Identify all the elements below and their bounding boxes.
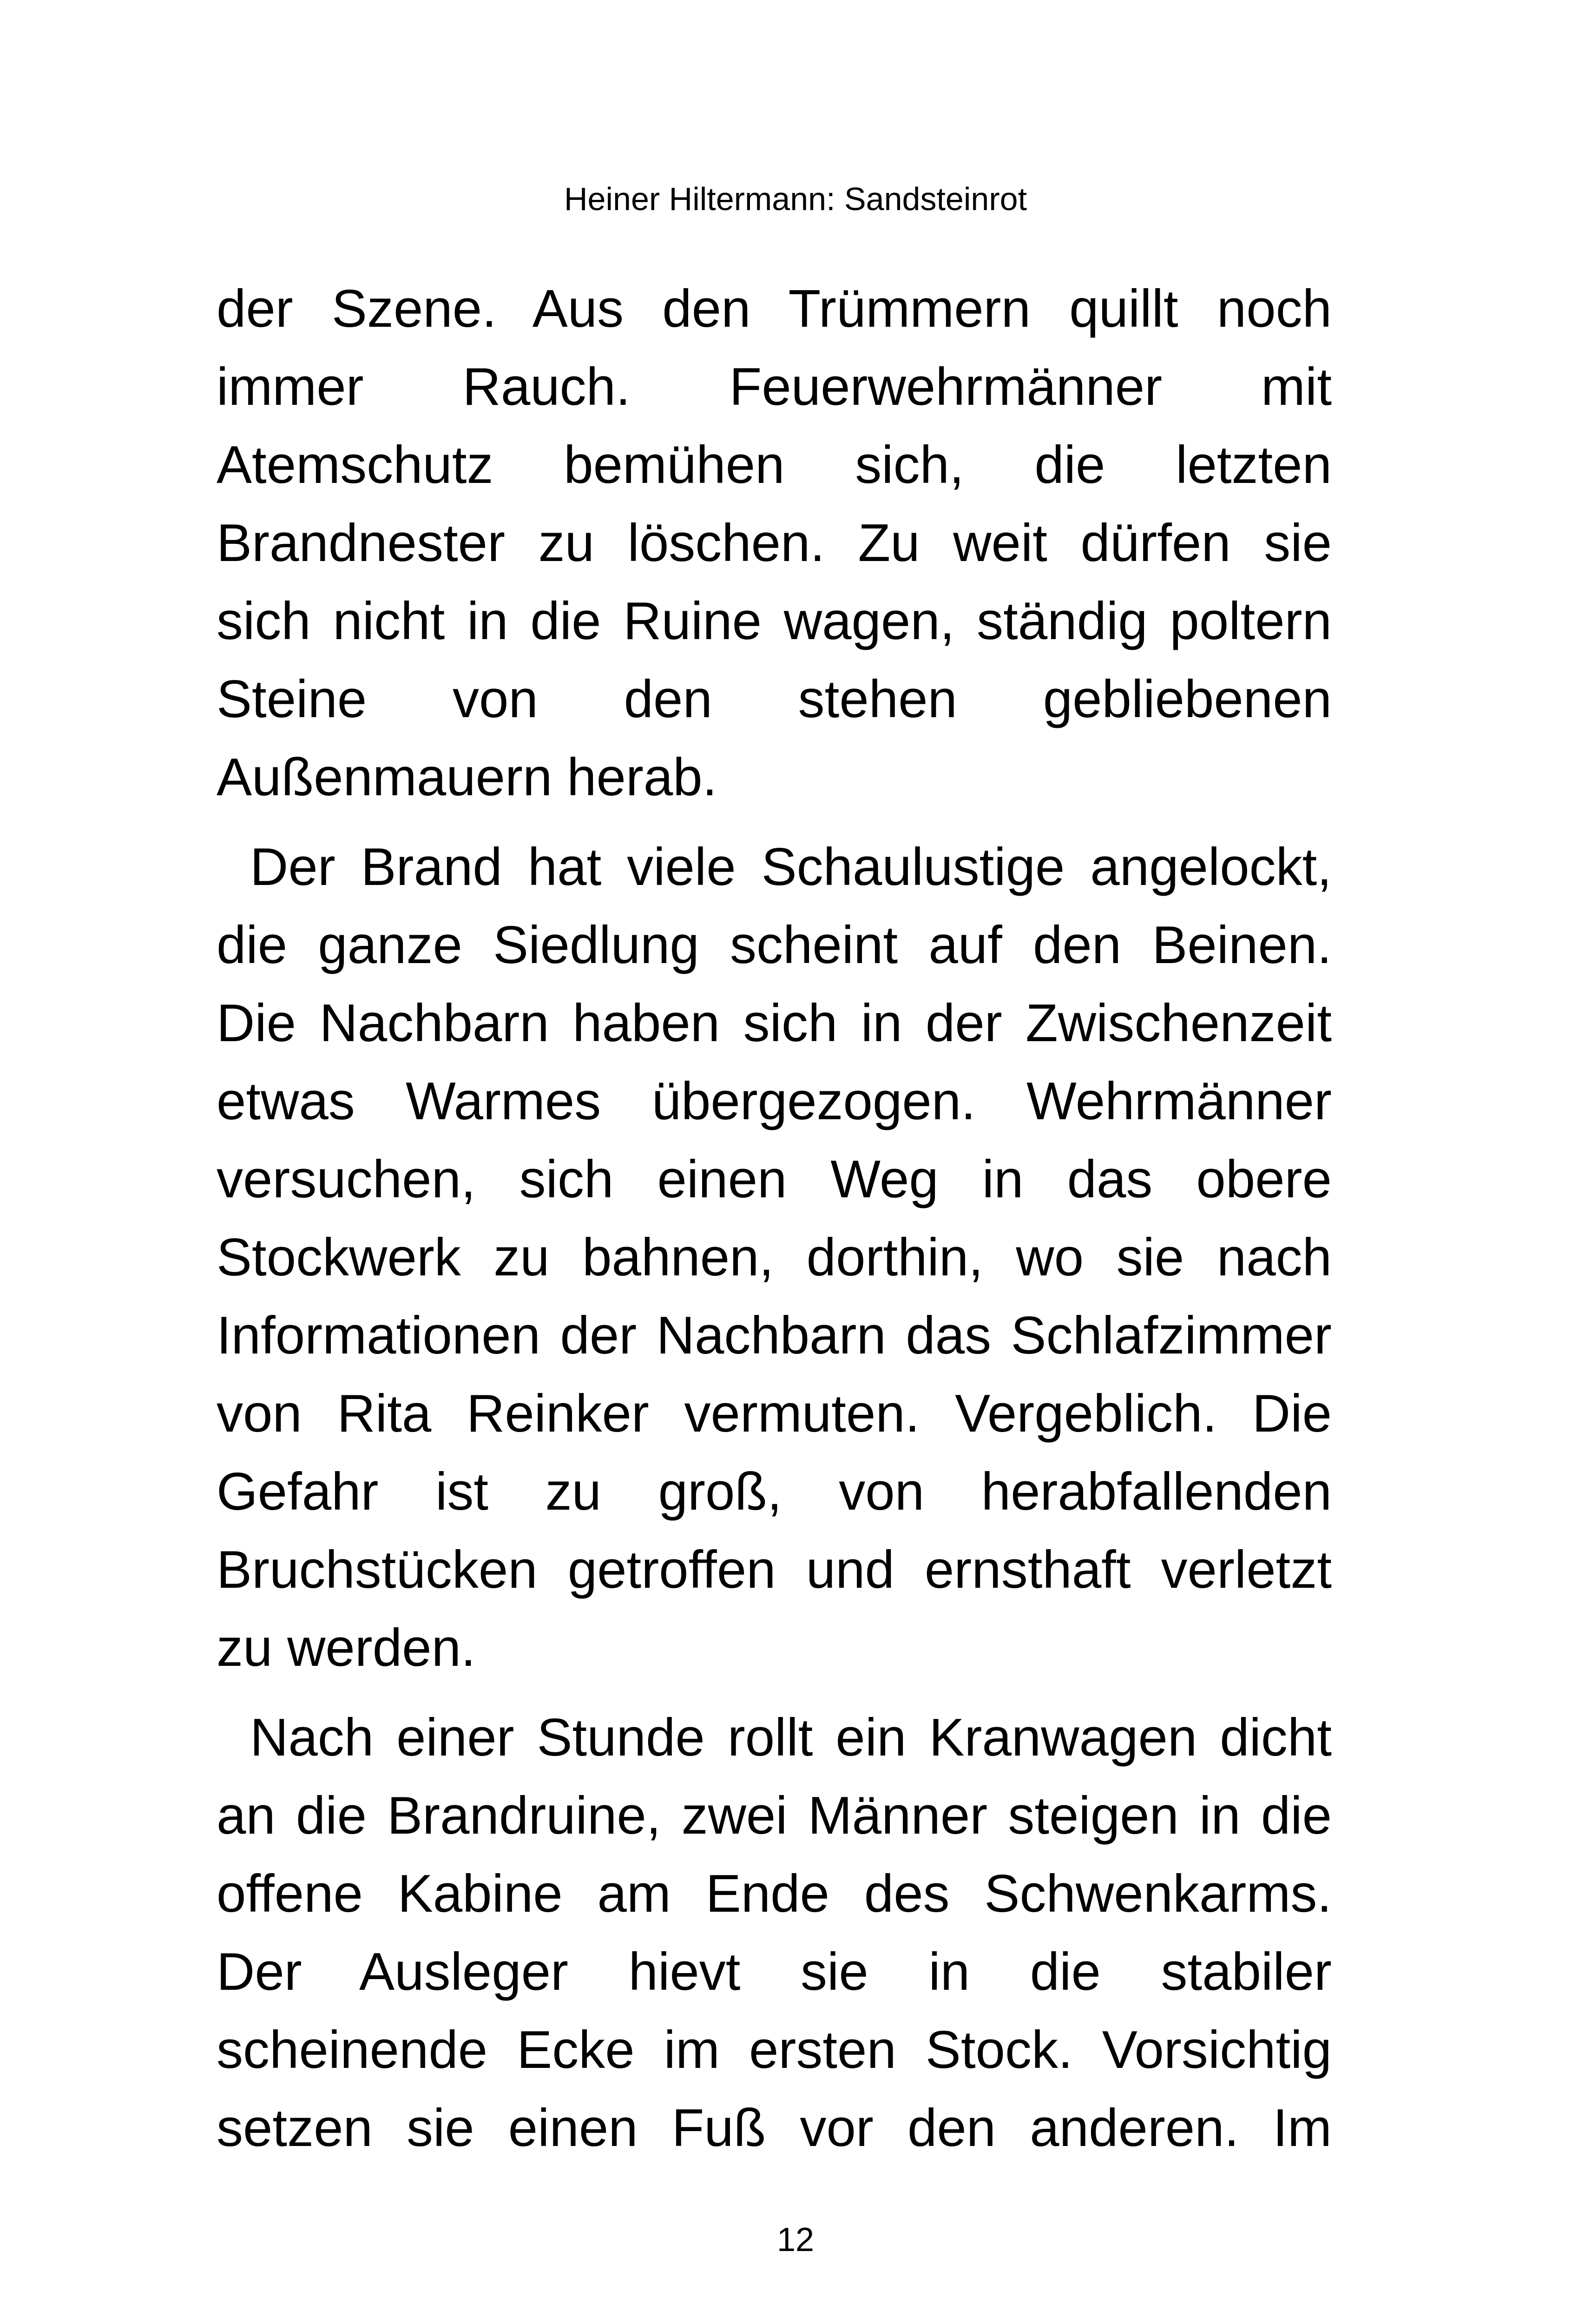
paragraph-2 bbox=[217, 832, 1332, 1691]
text-line: an die Brandruine, zwei Männer steigen in die bbox=[217, 1786, 1332, 1845]
paragraph-3 bbox=[217, 1703, 1332, 2172]
text-line: der Szene. Aus den Trümmern quillt noch bbox=[217, 279, 1332, 338]
text-line: Atemschutz bemühen sich, die letzten bbox=[217, 436, 1332, 495]
text-line: offene Kabine am Ende des Schwenkarms. bbox=[217, 1864, 1332, 1923]
text-line: Außenmauern herab. bbox=[217, 748, 717, 807]
text-line: Bruchstücken getroffen und ernsthaft verletzt bbox=[217, 1540, 1332, 1599]
body-text bbox=[217, 274, 1332, 2172]
text-line: Die Nachbarn haben sich in der Zwischenzeit bbox=[217, 994, 1332, 1053]
text-line: Informationen der Nachbarn das Schlafzimmer bbox=[217, 1306, 1332, 1365]
text-line: Gefahr ist zu groß, von herabfallenden bbox=[217, 1462, 1332, 1521]
text-line: die ganze Siedlung scheint auf den Beinen. bbox=[217, 916, 1332, 975]
text-line: sich nicht in die Ruine wagen, ständig poltern bbox=[217, 592, 1332, 651]
text-line: Der Ausleger hievt sie in die stabiler bbox=[217, 1942, 1332, 2001]
text-line: versuchen, sich einen Weg in das obere bbox=[217, 1150, 1332, 1209]
text-line: Stockwerk zu bahnen, dorthin, wo sie nach bbox=[217, 1228, 1332, 1287]
running-header: Heiner Hiltermann: Sandsteinrot bbox=[564, 181, 1027, 217]
paragraph-spacer bbox=[217, 1691, 1332, 1703]
text-line: setzen sie einen Fuß vor den anderen. Im bbox=[217, 2099, 1332, 2158]
text-line: etwas Warmes übergezogen. Wehrmänner bbox=[217, 1072, 1332, 1131]
text-line: Der Brand hat viele Schaulustige angelockt, bbox=[250, 838, 1332, 897]
text-line: scheinende Ecke im ersten Stock. Vorsichtig bbox=[217, 2020, 1332, 2080]
paragraph-spacer bbox=[217, 821, 1332, 832]
text-line: immer Rauch. Feuerwehrmänner mit bbox=[217, 357, 1332, 416]
text-line: Brandnester zu löschen. Zu weit dürfen sie bbox=[217, 514, 1332, 573]
text-line: von Rita Reinker vermuten. Vergeblich. Die bbox=[217, 1384, 1332, 1443]
text-line: Nach einer Stunde rollt ein Kranwagen dicht bbox=[250, 1708, 1332, 1767]
text-line: zu werden. bbox=[217, 1618, 476, 1677]
page-number: 12 bbox=[776, 2221, 815, 2258]
paragraph-1 bbox=[217, 274, 1332, 821]
text-line: Steine von den stehen gebliebenen bbox=[217, 670, 1332, 729]
